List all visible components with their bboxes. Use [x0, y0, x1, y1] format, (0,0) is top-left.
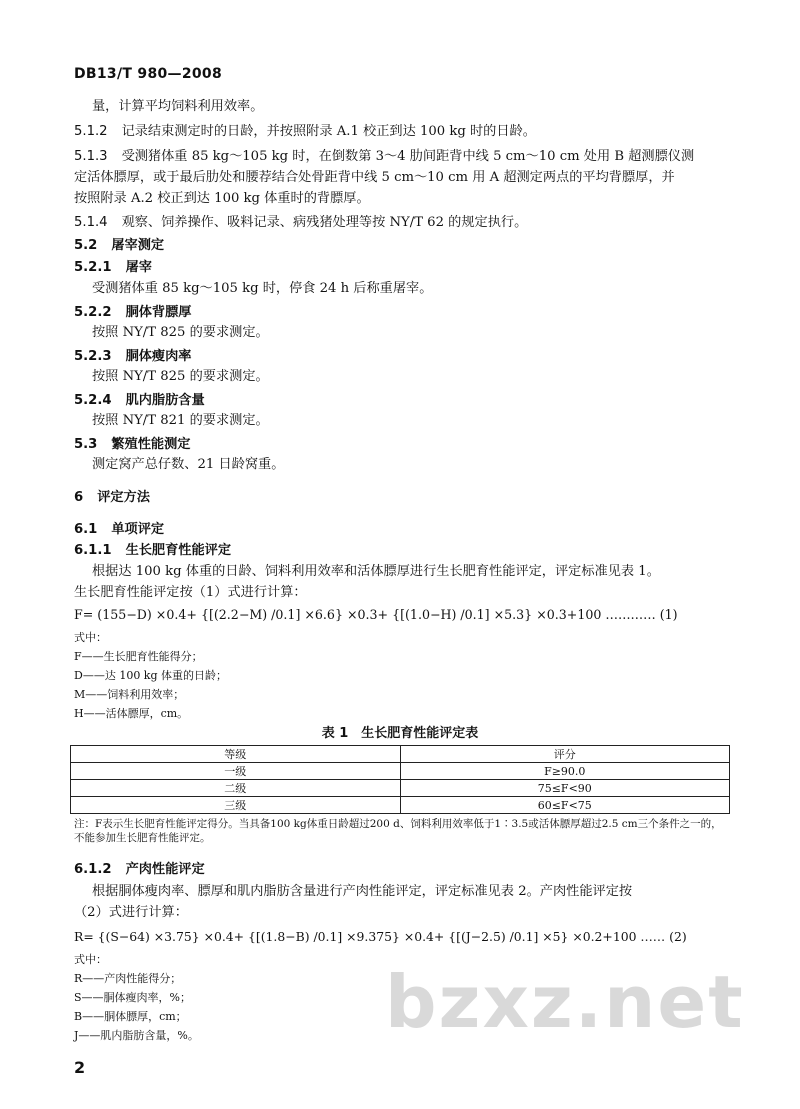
section-heading-5-2 [74, 238, 164, 254]
clause-number: 5.2.4 [74, 393, 112, 408]
paragraph-line: （2）式进行计算： [74, 905, 188, 920]
formula-legend-item: D——达 100 kg 体重的日龄； [74, 669, 228, 682]
paragraph-line: 受测猪体重 85 kg～105 kg 时，停食 24 h 后称重屠宰。 [92, 281, 433, 296]
clause-5-1-2 [74, 124, 536, 140]
heading-text: 繁殖性能测定 [111, 437, 191, 452]
paragraph-line: 根据达 100 kg 体重的日龄、饲料利用效率和活体膘厚进行生长肥育性能评定，评定标准见表 1。 [92, 564, 660, 579]
paragraph-line: 按照 NY/T 821 的要求测定。 [92, 413, 269, 428]
table-row [71, 780, 730, 797]
paragraph-line: 按照 NY/T 825 的要求测定。 [92, 369, 269, 384]
table-cell: 60≤F<75 [400, 797, 730, 814]
clause-number: 6.1.1 [74, 543, 112, 558]
formula-legend-item: H——活体膘厚，cm。 [74, 707, 189, 720]
heading-text: 生长肥育性能评定 [125, 543, 232, 558]
table-note: 注：F表示生长肥育性能评定得分。当具备100 kg体重日龄超过200 d、饲料利用效率低于1∶3.5或活体膘厚超过2.5 cm三个条件之一的，不能参加生长肥育性能评定。 [74, 818, 722, 844]
paragraph-line: 定活体膘厚，或于最后肋处和腰荐结合处骨距背中线 5 cm～10 cm 用 A 超测定两点的平均背膘厚，并 [74, 170, 675, 185]
table-cell: 一级 [71, 763, 401, 780]
formula-legend-title: 式中： [74, 631, 107, 644]
document-code-header: DB13/T 980—2008 [74, 66, 222, 82]
clause-number: 5.2 [74, 238, 98, 253]
table-cell: 三级 [71, 797, 401, 814]
clause-number: 5.2.3 [74, 349, 112, 364]
table-header-cell: 评分 [400, 746, 730, 763]
table-header-cell: 等级 [71, 746, 401, 763]
table-cell: 二级 [71, 780, 401, 797]
formula-1: F= (155−D) ×0.4+ {[(2.2−M) /0.1] ×6.6} ×0.3+ {[(1.0−H) /0.1] ×5.3} ×0.3+100 ………… (1) [74, 607, 678, 622]
clause-number: 5.1.2 [74, 124, 108, 139]
heading-text: 评定方法 [97, 490, 150, 505]
clause-number: 5.3 [74, 437, 98, 452]
formula-legend-item: R——产肉性能得分； [74, 972, 182, 985]
heading-text: 屠宰测定 [111, 238, 165, 253]
formula-legend-item: M——饲料利用效率； [74, 688, 185, 701]
section-heading-5-2-1 [74, 260, 152, 276]
section-heading-5-2-2 [74, 305, 192, 321]
formula-legend-item: S——胴体瘦肉率，%； [74, 991, 191, 1004]
clause-number: 5.2.2 [74, 305, 112, 320]
grading-table [70, 745, 730, 814]
section-heading-5-2-3 [74, 349, 192, 365]
paragraph-line: 测定窝产总仔数、21 日龄窝重。 [92, 457, 285, 472]
section-heading-5-3 [74, 437, 191, 453]
clause-text: 记录结束测定时的日龄，并按照附录 A.1 校正到达 100 kg 时的日龄。 [121, 124, 536, 139]
page-number: 2 [74, 1058, 86, 1077]
clause-number: 6 [74, 490, 84, 505]
paragraph-line: 按照附录 A.2 校正到达 100 kg 体重时的背膘厚。 [74, 191, 370, 206]
section-heading-5-2-4 [74, 393, 205, 409]
formula-legend-item: B——胴体膘厚，cm； [74, 1010, 187, 1023]
clause-number: 5.1.4 [74, 215, 108, 230]
formula-legend-item: F——生长肥育性能得分； [74, 650, 203, 663]
formula-2: R= {(S−64) ×3.75} ×0.4+ {[(1.8−B) /0.1] ×9.375} ×0.4+ {[(J−2.5) /0.1] ×5} ×0.2+100 …… (2) [74, 929, 687, 944]
section-heading-6-1 [74, 522, 164, 538]
clause-text: 受测猪体重 85 kg～105 kg 时，在倒数第 3～4 肋间距背中线 5 cm～10 cm 处用 B 超测膘仪测 [121, 149, 695, 164]
heading-text: 单项评定 [111, 522, 165, 537]
section-heading-6-1-1 [74, 543, 231, 559]
heading-text: 肌内脂肪含量 [125, 393, 205, 408]
heading-text: 产肉性能评定 [125, 862, 205, 877]
paragraph-line: 量，计算平均饲料利用效率。 [92, 99, 264, 114]
clause-number: 6.1.2 [74, 862, 112, 877]
heading-text: 胴体背膘厚 [125, 305, 192, 320]
heading-text: 屠宰 [125, 260, 152, 275]
clause-5-1-3 [74, 149, 694, 165]
paragraph-line: 生长肥育性能评定按（1）式进行计算： [74, 585, 307, 600]
clause-number: 6.1 [74, 522, 98, 537]
table-row [71, 797, 730, 814]
heading-text: 胴体瘦肉率 [125, 349, 192, 364]
section-heading-6 [74, 490, 150, 506]
clause-number: 5.1.3 [74, 149, 108, 164]
paragraph-line: 根据胴体瘦肉率、膘厚和肌内脂肪含量进行产肉性能评定，评定标准见表 2。产肉性能评定按 [92, 884, 633, 899]
table-header-row [71, 746, 730, 763]
section-heading-6-1-2 [74, 862, 205, 878]
clause-number: 5.2.1 [74, 260, 112, 275]
table-cell: F≥90.0 [400, 763, 730, 780]
paragraph-line: 按照 NY/T 825 的要求测定。 [92, 325, 269, 340]
formula-legend-item: J——肌内脂肪含量，%。 [74, 1029, 199, 1042]
table-row [71, 763, 730, 780]
clause-text: 观察、饲养操作、吸料记录、病残猪处理等按 NY/T 62 的规定执行。 [121, 215, 528, 230]
table-cell: 75≤F<90 [400, 780, 730, 797]
formula-legend-title: 式中： [74, 953, 107, 966]
clause-5-1-4 [74, 215, 527, 231]
site-watermark: bzxz.net [385, 960, 745, 1044]
table-caption: 表 1 生长肥育性能评定表 [321, 726, 479, 741]
